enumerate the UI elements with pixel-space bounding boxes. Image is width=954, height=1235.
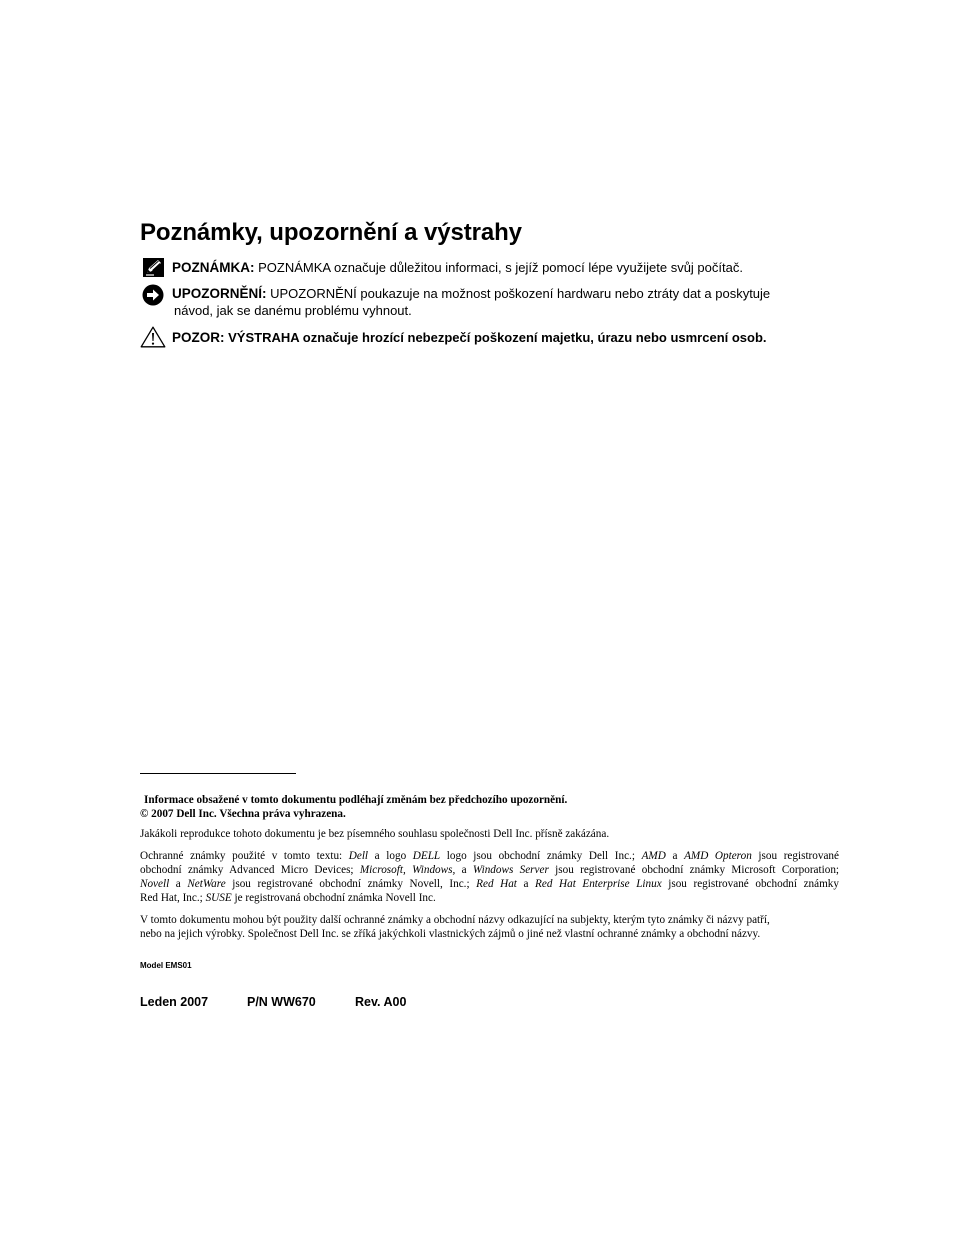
tm-netware: NetWare — [187, 878, 226, 890]
tm-text: jsou registrované — [751, 850, 839, 862]
tm-text: Red Hat, Inc.; — [140, 892, 206, 904]
trademarks-line-3 — [140, 877, 839, 891]
tm-text: a — [455, 864, 473, 876]
model-number: Model EMS01 — [140, 961, 192, 970]
tm-rhel: Red Hat Enterprise Linux — [535, 878, 662, 890]
info-line-1: Informace obsažené v tomto dokumentu podléhají změnám bez předchozího upozornění. — [144, 794, 568, 806]
other-trademarks-paragraph — [140, 913, 840, 941]
trademarks-line-2 — [140, 863, 839, 877]
notice-arrow-icon — [142, 284, 164, 310]
tm-text: a — [516, 878, 536, 890]
note-label: POZNÁMKA: — [172, 260, 255, 275]
tm-amd-opteron: AMD Opteron — [684, 850, 752, 862]
tm-text: jsou registrované obchodní známky Microsoft Corporation; — [548, 864, 840, 876]
note-pencil-icon — [143, 258, 164, 281]
tm-novell: Novell — [140, 878, 170, 890]
tm-dell-logo: DELL — [412, 850, 441, 862]
footer-revision: Rev. A00 — [355, 995, 407, 1009]
tm-text: jsou registrované obchodní známky — [661, 878, 839, 890]
tm-red-hat: Red Hat — [476, 878, 517, 890]
tm-amd: AMD — [641, 850, 666, 862]
other-line-1: V tomto dokumentu mohou být použity další ochranné známky a obchodní názvy odkazující na subjekty, kterým tyto známky či názvy patří, — [140, 914, 770, 926]
footer-date: Leden 2007 — [140, 995, 209, 1009]
info-paragraph — [140, 793, 840, 821]
notice-text-line2: návod, jak se danému problému vyhnout. — [174, 303, 412, 318]
page-title: Poznámky, upozornění a výstrahy — [140, 219, 522, 246]
notice-label: UPOZORNĚNÍ: — [172, 286, 267, 301]
copyright-line: © 2007 Dell Inc. Všechna práva vyhrazena. — [140, 808, 346, 820]
trademarks-line-4 — [140, 891, 839, 905]
reproduction-paragraph — [140, 827, 840, 841]
tm-dell: Dell — [348, 850, 369, 862]
caution-label: POZOR: — [172, 330, 225, 345]
footer-part-number: P/N WW670 — [247, 995, 316, 1009]
tm-text: je registrovaná obchodní známka Novell Inc. — [231, 892, 436, 904]
tm-microsoft-windows: Microsoft, Windows, — [359, 864, 456, 876]
tm-text: obchodní známky Advanced Micro Devices; — [140, 864, 360, 876]
trademarks-paragraph — [140, 849, 839, 905]
note-text: POZNÁMKA označuje důležitou informaci, s jejíž pomocí lépe využijete svůj počítač. — [258, 260, 743, 275]
notice-text-line1: UPOZORNĚNÍ poukazuje na možnost poškození hardwaru nebo ztráty dat a poskytuje — [270, 286, 771, 301]
caution-text: VÝSTRAHA označuje hrozící nebezpečí poškození majetku, úrazu nebo usmrcení osob. — [228, 330, 767, 345]
warning-triangle-icon — [140, 326, 166, 352]
tm-text: a — [169, 878, 188, 890]
tm-text: Ochranné známky použité v tomto textu: — [140, 850, 349, 862]
footnote-divider — [140, 773, 296, 774]
tm-text: jsou registrované obchodní známky Novell, Inc.; — [225, 878, 477, 890]
tm-text: a logo — [368, 850, 413, 862]
tm-windows-server: Windows Server — [472, 864, 549, 876]
trademarks-line-1 — [140, 849, 839, 863]
tm-suse: SUSE — [205, 892, 232, 904]
reproduction-text: Jakákoli reprodukce tohoto dokumentu je bez písemného souhlasu společnosti Dell Inc. přísně zakázána. — [140, 828, 610, 840]
tm-text: logo jsou obchodní známky Dell Inc.; — [440, 850, 642, 862]
other-line-2: nebo na jejich výrobky. Společnost Dell Inc. se zříká jakýchkoli vlastnických zájmů o jiné než vlastní ochranné známky a obchodní názvy. — [140, 928, 761, 940]
tm-text: a — [665, 850, 685, 862]
